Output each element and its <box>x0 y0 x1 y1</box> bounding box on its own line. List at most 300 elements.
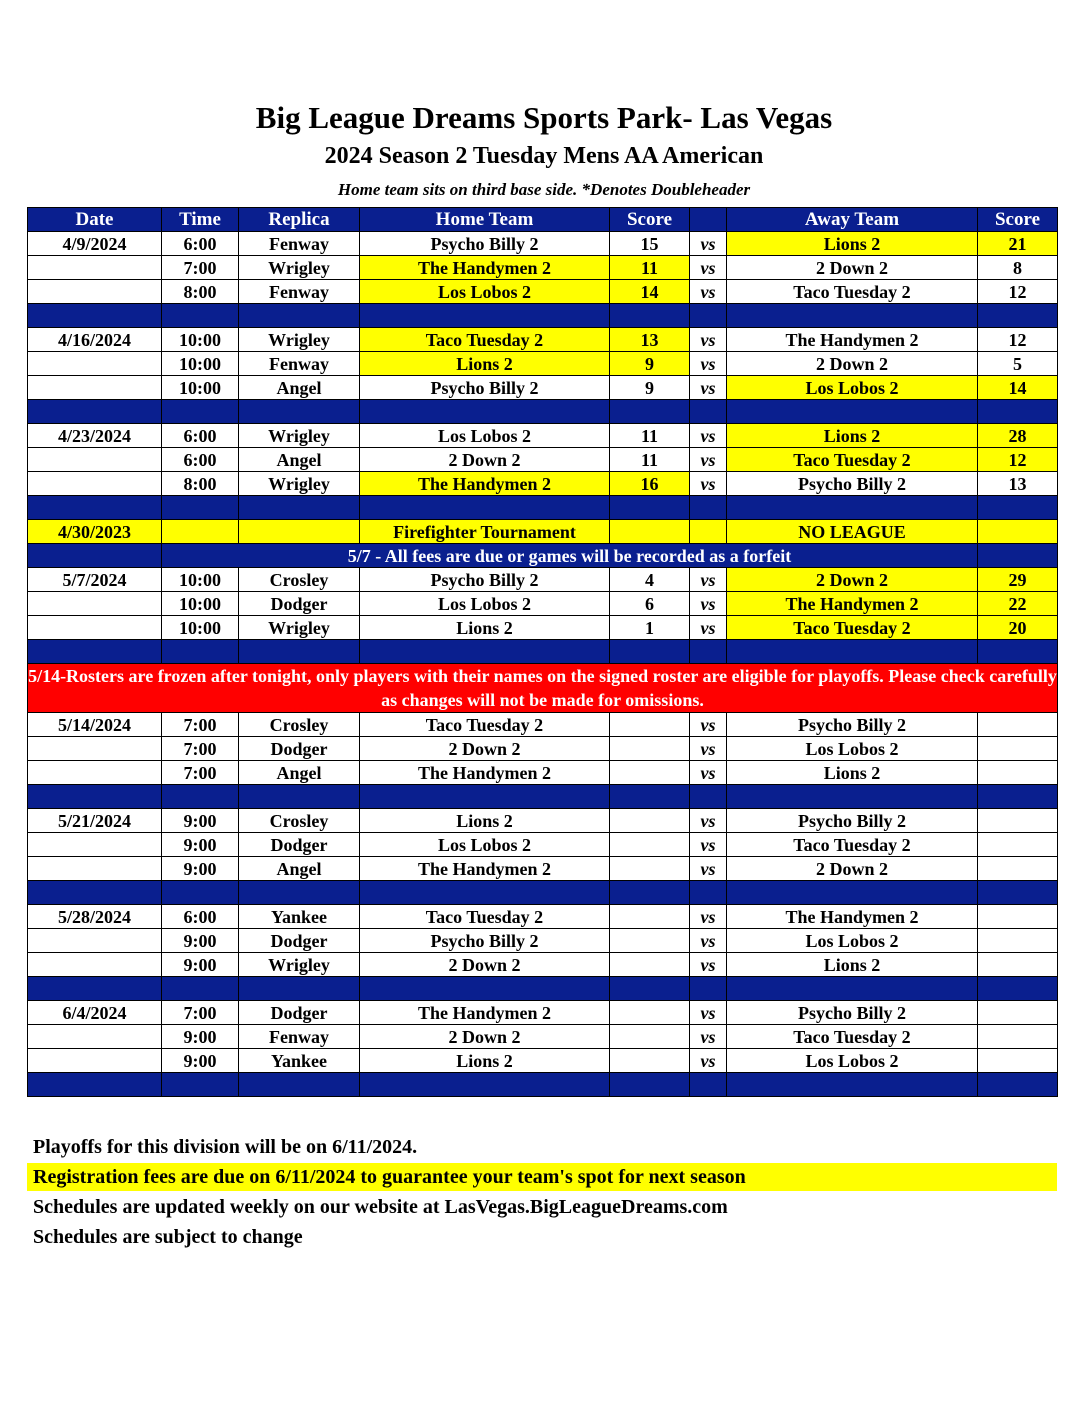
separator-cell <box>360 785 610 809</box>
separator-cell <box>239 977 360 1001</box>
game-row <box>28 953 1058 977</box>
game-replica: Yankee <box>239 905 360 929</box>
separator-cell <box>978 496 1058 520</box>
separator-cell <box>162 1073 239 1097</box>
away-team: Taco Tuesday 2 <box>727 1025 978 1049</box>
home-team: 2 Down 2 <box>360 1025 610 1049</box>
game-time: 10:00 <box>162 328 239 352</box>
away-score <box>978 1025 1058 1049</box>
away-score: 12 <box>978 448 1058 472</box>
home-score <box>610 737 690 761</box>
vs-label: vs <box>690 616 727 640</box>
away-score: 8 <box>978 256 1058 280</box>
change-note: Schedules are subject to change <box>33 1226 303 1248</box>
separator-cell <box>360 640 610 664</box>
game-time: 9:00 <box>162 833 239 857</box>
away-team: Psycho Billy 2 <box>727 1001 978 1025</box>
page-subtitle: 2024 Season 2 Tuesday Mens AA American <box>324 143 764 169</box>
no-league-row <box>28 520 1058 544</box>
separator-cell <box>690 881 727 905</box>
home-score <box>610 1025 690 1049</box>
away-team: Los Lobos 2 <box>727 737 978 761</box>
header-row <box>28 208 1058 232</box>
game-date <box>28 857 162 881</box>
separator-cell <box>239 640 360 664</box>
game-row <box>28 761 1058 785</box>
game-row <box>28 713 1058 737</box>
game-replica: Dodger <box>239 1001 360 1025</box>
away-team: Lions 2 <box>727 424 978 448</box>
game-replica: Fenway <box>239 1025 360 1049</box>
home-team: Psycho Billy 2 <box>360 929 610 953</box>
away-score <box>978 833 1058 857</box>
game-row <box>28 376 1058 400</box>
vs-label: vs <box>690 857 727 881</box>
game-row <box>28 737 1058 761</box>
col-home-score: Score <box>610 208 690 232</box>
separator-cell <box>239 785 360 809</box>
game-date <box>28 761 162 785</box>
game-time: 6:00 <box>162 424 239 448</box>
separator-cell <box>360 881 610 905</box>
separator-cell <box>239 1073 360 1097</box>
separator-cell <box>360 977 610 1001</box>
game-date: 5/14/2024 <box>28 713 162 737</box>
home-score: 4 <box>610 568 690 592</box>
vs-label: vs <box>690 1025 727 1049</box>
away-team: Taco Tuesday 2 <box>727 833 978 857</box>
game-row <box>28 833 1058 857</box>
tournament-label: Firefighter Tournament <box>360 520 610 544</box>
game-time: 9:00 <box>162 1049 239 1073</box>
vs-label: vs <box>690 592 727 616</box>
separator-cell <box>727 785 978 809</box>
home-team: Psycho Billy 2 <box>360 232 610 256</box>
home-score: 16 <box>610 472 690 496</box>
empty-cell <box>239 520 360 544</box>
home-team: Taco Tuesday 2 <box>360 713 610 737</box>
separator-cell <box>28 977 162 1001</box>
home-team: 2 Down 2 <box>360 953 610 977</box>
game-date <box>28 592 162 616</box>
separator-cell <box>239 304 360 328</box>
away-team: Los Lobos 2 <box>727 929 978 953</box>
vs-label: vs <box>690 256 727 280</box>
game-date: 5/21/2024 <box>28 809 162 833</box>
away-score: 12 <box>978 280 1058 304</box>
empty-cell <box>690 520 727 544</box>
home-team: The Handymen 2 <box>360 761 610 785</box>
away-score <box>978 953 1058 977</box>
separator-cell <box>978 977 1058 1001</box>
game-date <box>28 737 162 761</box>
vs-label: vs <box>690 352 727 376</box>
separator-cell <box>610 1073 690 1097</box>
game-row <box>28 232 1058 256</box>
separator-cell <box>162 400 239 424</box>
separator-cell <box>610 400 690 424</box>
game-time: 8:00 <box>162 280 239 304</box>
game-time: 6:00 <box>162 232 239 256</box>
week-separator <box>28 881 1058 905</box>
separator-cell <box>360 496 610 520</box>
away-team: Taco Tuesday 2 <box>727 448 978 472</box>
home-score <box>610 857 690 881</box>
game-date <box>28 953 162 977</box>
vs-label: vs <box>690 809 727 833</box>
game-row <box>28 256 1058 280</box>
game-time: 7:00 <box>162 737 239 761</box>
game-date: 4/9/2024 <box>28 232 162 256</box>
home-score <box>610 1049 690 1073</box>
fees-banner-row <box>28 544 1058 568</box>
game-date: 4/23/2024 <box>28 424 162 448</box>
game-date <box>28 1049 162 1073</box>
roster-alert: 5/14-Rosters are frozen after tonight, only players with their names on the signed roster are eligible for playoffs. Please check carefully as changes will not be made for omissions. <box>28 664 1058 713</box>
game-row <box>28 809 1058 833</box>
game-time: 7:00 <box>162 761 239 785</box>
page-title: Big League Dreams Sports Park- Las Vegas <box>255 100 833 135</box>
game-time: 6:00 <box>162 905 239 929</box>
vs-label: vs <box>690 376 727 400</box>
away-team: Taco Tuesday 2 <box>727 280 978 304</box>
col-replica: Replica <box>239 208 360 232</box>
away-score: 14 <box>978 376 1058 400</box>
separator-cell <box>690 304 727 328</box>
game-replica: Dodger <box>239 833 360 857</box>
game-replica: Angel <box>239 376 360 400</box>
game-date <box>28 1025 162 1049</box>
week-separator <box>28 496 1058 520</box>
vs-label: vs <box>690 568 727 592</box>
week-separator <box>28 304 1058 328</box>
page-note: Home team sits on third base side. *Denotes Doubleheader <box>337 180 751 199</box>
home-team: Lions 2 <box>360 1049 610 1073</box>
home-team: Los Lobos 2 <box>360 280 610 304</box>
game-replica: Crosley <box>239 809 360 833</box>
empty-cell <box>610 520 690 544</box>
game-time: 6:00 <box>162 448 239 472</box>
col-time: Time <box>162 208 239 232</box>
home-score: 6 <box>610 592 690 616</box>
vs-label: vs <box>690 737 727 761</box>
vs-label: vs <box>690 280 727 304</box>
away-score: 28 <box>978 424 1058 448</box>
away-score <box>978 713 1058 737</box>
vs-label: vs <box>690 232 727 256</box>
game-replica: Wrigley <box>239 953 360 977</box>
away-score <box>978 1001 1058 1025</box>
separator-cell <box>727 400 978 424</box>
no-league-label: NO LEAGUE <box>727 520 978 544</box>
separator-cell <box>690 640 727 664</box>
separator-cell <box>610 304 690 328</box>
home-team: The Handymen 2 <box>360 1001 610 1025</box>
vs-label: vs <box>690 713 727 737</box>
game-row <box>28 424 1058 448</box>
playoffs-note: Playoffs for this division will be on 6/11/2024. <box>33 1136 418 1158</box>
away-team: The Handymen 2 <box>727 328 978 352</box>
home-team: Psycho Billy 2 <box>360 376 610 400</box>
game-date <box>28 472 162 496</box>
empty-cell <box>978 520 1058 544</box>
game-replica: Wrigley <box>239 256 360 280</box>
separator-cell <box>690 400 727 424</box>
game-date <box>28 280 162 304</box>
separator-cell <box>162 881 239 905</box>
home-team: Lions 2 <box>360 616 610 640</box>
separator-cell <box>28 640 162 664</box>
away-team: Lions 2 <box>727 232 978 256</box>
game-date: 6/4/2024 <box>28 1001 162 1025</box>
separator-cell <box>727 496 978 520</box>
home-team: The Handymen 2 <box>360 857 610 881</box>
home-score: 15 <box>610 232 690 256</box>
game-replica: Yankee <box>239 1049 360 1073</box>
separator-cell <box>162 496 239 520</box>
vs-label: vs <box>690 424 727 448</box>
game-replica: Angel <box>239 857 360 881</box>
separator-cell <box>610 977 690 1001</box>
home-score <box>610 953 690 977</box>
away-score <box>978 1049 1058 1073</box>
vs-label: vs <box>690 472 727 496</box>
home-team: Los Lobos 2 <box>360 833 610 857</box>
separator-cell <box>360 304 610 328</box>
separator-cell <box>28 400 162 424</box>
away-score: 20 <box>978 616 1058 640</box>
home-score: 13 <box>610 328 690 352</box>
away-team: 2 Down 2 <box>727 857 978 881</box>
separator-cell <box>610 640 690 664</box>
away-score <box>978 809 1058 833</box>
away-team: Psycho Billy 2 <box>727 809 978 833</box>
game-time: 10:00 <box>162 616 239 640</box>
game-date: 4/16/2024 <box>28 328 162 352</box>
home-team: 2 Down 2 <box>360 448 610 472</box>
game-replica: Angel <box>239 448 360 472</box>
away-team: Psycho Billy 2 <box>727 713 978 737</box>
home-score: 11 <box>610 424 690 448</box>
no-league-date: 4/30/2023 <box>28 520 162 544</box>
game-time: 10:00 <box>162 592 239 616</box>
game-replica: Dodger <box>239 929 360 953</box>
website-note: Schedules are updated weekly on our website at LasVegas.BigLeagueDreams.com <box>33 1196 728 1218</box>
separator-cell <box>28 496 162 520</box>
game-row <box>28 472 1058 496</box>
game-replica: Fenway <box>239 232 360 256</box>
game-date: 5/7/2024 <box>28 568 162 592</box>
game-row <box>28 352 1058 376</box>
game-row <box>28 592 1058 616</box>
game-date <box>28 352 162 376</box>
game-row <box>28 905 1058 929</box>
away-score: 12 <box>978 328 1058 352</box>
home-score <box>610 905 690 929</box>
vs-label: vs <box>690 833 727 857</box>
empty-cell <box>162 520 239 544</box>
game-replica: Wrigley <box>239 424 360 448</box>
game-date <box>28 448 162 472</box>
away-score: 22 <box>978 592 1058 616</box>
game-time: 9:00 <box>162 953 239 977</box>
separator-cell <box>28 881 162 905</box>
away-score <box>978 929 1058 953</box>
separator-cell <box>727 640 978 664</box>
week-separator <box>28 400 1058 424</box>
game-date <box>28 616 162 640</box>
game-replica: Fenway <box>239 280 360 304</box>
week-separator <box>28 785 1058 809</box>
away-score <box>978 857 1058 881</box>
home-team: Taco Tuesday 2 <box>360 328 610 352</box>
game-replica: Dodger <box>239 592 360 616</box>
game-time: 7:00 <box>162 256 239 280</box>
home-team: Los Lobos 2 <box>360 592 610 616</box>
separator-cell <box>610 881 690 905</box>
game-row <box>28 1049 1058 1073</box>
separator-cell <box>239 881 360 905</box>
game-row <box>28 328 1058 352</box>
away-team: Taco Tuesday 2 <box>727 616 978 640</box>
home-team: Psycho Billy 2 <box>360 568 610 592</box>
game-date <box>28 376 162 400</box>
separator-cell <box>978 881 1058 905</box>
game-time: 9:00 <box>162 1025 239 1049</box>
home-score <box>610 761 690 785</box>
home-score: 11 <box>610 448 690 472</box>
game-replica: Wrigley <box>239 616 360 640</box>
game-replica: Dodger <box>239 737 360 761</box>
separator-cell <box>360 1073 610 1097</box>
week-separator <box>28 977 1058 1001</box>
home-score: 14 <box>610 280 690 304</box>
separator-cell <box>978 400 1058 424</box>
away-team: Lions 2 <box>727 953 978 977</box>
home-score <box>610 809 690 833</box>
home-score <box>610 713 690 737</box>
separator-cell <box>610 785 690 809</box>
game-time: 7:00 <box>162 1001 239 1025</box>
home-score <box>610 833 690 857</box>
away-team: Psycho Billy 2 <box>727 472 978 496</box>
away-team: Los Lobos 2 <box>727 1049 978 1073</box>
away-score <box>978 761 1058 785</box>
separator-cell <box>28 1073 162 1097</box>
home-score: 9 <box>610 352 690 376</box>
separator-cell <box>162 304 239 328</box>
week-separator <box>28 640 1058 664</box>
game-row <box>28 857 1058 881</box>
separator-cell <box>690 1073 727 1097</box>
separator-cell <box>690 977 727 1001</box>
away-team: 2 Down 2 <box>727 352 978 376</box>
separator-cell <box>727 304 978 328</box>
fees-banner: 5/7 - All fees are due or games will be recorded as a forfeit <box>162 544 978 568</box>
registration-note: Registration fees are due on 6/11/2024 to guarantee your team's spot for next season <box>27 1163 1057 1191</box>
away-team: Los Lobos 2 <box>727 376 978 400</box>
game-time: 8:00 <box>162 472 239 496</box>
separator-cell <box>690 496 727 520</box>
game-replica: Crosley <box>239 568 360 592</box>
separator-cell <box>162 785 239 809</box>
game-row <box>28 568 1058 592</box>
roster-alert-row <box>28 664 1058 713</box>
away-score: 13 <box>978 472 1058 496</box>
separator-cell <box>978 640 1058 664</box>
separator-cell <box>162 977 239 1001</box>
separator-cell <box>978 785 1058 809</box>
home-score: 9 <box>610 376 690 400</box>
game-time: 10:00 <box>162 568 239 592</box>
away-score: 21 <box>978 232 1058 256</box>
game-row <box>28 1025 1058 1049</box>
away-team: Lions 2 <box>727 761 978 785</box>
empty-cell <box>28 544 162 568</box>
home-team: Taco Tuesday 2 <box>360 905 610 929</box>
away-score <box>978 905 1058 929</box>
separator-cell <box>978 304 1058 328</box>
schedule-body <box>28 232 1058 1097</box>
home-team: The Handymen 2 <box>360 472 610 496</box>
away-score: 5 <box>978 352 1058 376</box>
home-team: 2 Down 2 <box>360 737 610 761</box>
separator-cell <box>239 400 360 424</box>
game-time: 10:00 <box>162 352 239 376</box>
game-row <box>28 280 1058 304</box>
separator-cell <box>360 400 610 424</box>
vs-label: vs <box>690 905 727 929</box>
game-replica: Crosley <box>239 713 360 737</box>
vs-label: vs <box>690 953 727 977</box>
home-team: Lions 2 <box>360 809 610 833</box>
empty-cell <box>978 544 1058 568</box>
home-score: 11 <box>610 256 690 280</box>
separator-cell <box>610 496 690 520</box>
home-team: Lions 2 <box>360 352 610 376</box>
away-score <box>978 737 1058 761</box>
vs-label: vs <box>690 1049 727 1073</box>
separator-cell <box>690 785 727 809</box>
separator-cell <box>28 785 162 809</box>
game-row <box>28 616 1058 640</box>
separator-cell <box>727 1073 978 1097</box>
separator-cell <box>727 881 978 905</box>
vs-label: vs <box>690 1001 727 1025</box>
home-team: Los Lobos 2 <box>360 424 610 448</box>
vs-label: vs <box>690 761 727 785</box>
game-date <box>28 929 162 953</box>
game-time: 9:00 <box>162 929 239 953</box>
week-separator <box>28 1073 1058 1097</box>
game-time: 9:00 <box>162 857 239 881</box>
col-away-team: Away Team <box>727 208 978 232</box>
game-date <box>28 833 162 857</box>
away-team: The Handymen 2 <box>727 905 978 929</box>
game-replica: Fenway <box>239 352 360 376</box>
home-team: The Handymen 2 <box>360 256 610 280</box>
home-score <box>610 929 690 953</box>
game-time: 10:00 <box>162 376 239 400</box>
game-replica: Wrigley <box>239 328 360 352</box>
game-replica: Angel <box>239 761 360 785</box>
col-vs <box>690 208 727 232</box>
col-date: Date <box>28 208 162 232</box>
away-team: The Handymen 2 <box>727 592 978 616</box>
game-row <box>28 1001 1058 1025</box>
separator-cell <box>162 640 239 664</box>
schedule-table <box>27 207 1058 1097</box>
